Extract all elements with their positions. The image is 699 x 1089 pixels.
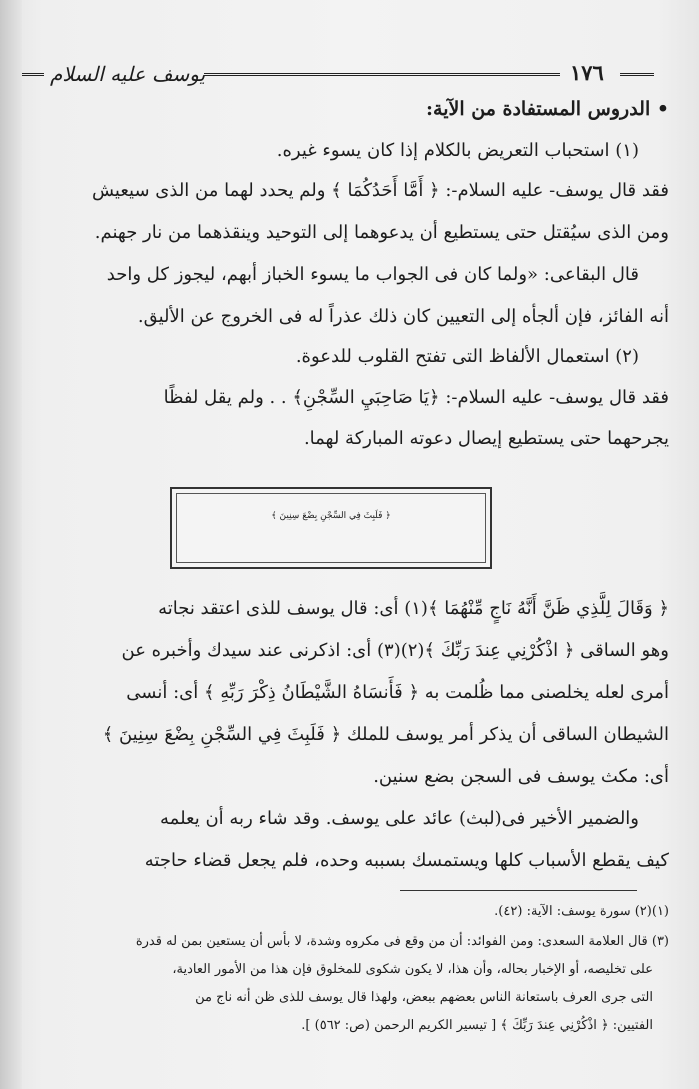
- body-line: (٢) استعمال الألفاظ التى تفتح القلوب للدعوة.: [295, 346, 639, 367]
- body-line: فقد قال يوسف- عليه السلام-: ﴿ أَمَّا أَحَدُكُمَا ﴾ ولم يحدد لهما من الذى سيعيش: [91, 180, 669, 201]
- footnote-separator: [400, 890, 637, 891]
- body-line: أى: مكث يوسف فى السجن بضع سنين.: [373, 766, 669, 787]
- page-spine-shadow: [0, 0, 22, 1089]
- header-rule-right: [620, 73, 654, 76]
- body-line: يجرحهما حتى يستطيع إيصال دعوته المباركة لهما.: [303, 428, 669, 449]
- body-line: وهو الساقى ﴿ اذْكُرْنِي عِندَ رَبِّكَ ﴾(٢)(٣) أى: اذكرنى عند سيدك وأخبره عن: [121, 640, 669, 661]
- verse-box: [170, 487, 492, 569]
- body-line: أمرى لعله يخلصنى مما ظُلمت به ﴿ فَأَنسَاهُ الشَّيْطَانُ ذِكْرَ رَبِّهِ ﴾ أى: أنسى: [126, 682, 669, 703]
- body-line: والضمير الأخير فى(لبث) عائد على يوسف. وقد شاء ربه أن يعلمه: [160, 808, 639, 829]
- header-rule-middle: [204, 73, 560, 76]
- footnote-line: (١)(٢) سورة يوسف: الآية: (٤٢).: [494, 904, 669, 919]
- body-line: ومن الذى سيُقتل حتى يستطيع أن يدعوهما إلى التوحيد وينقذهما من نار جهنم.: [94, 222, 669, 243]
- verse-box-inner-border: [176, 493, 486, 563]
- body-line: فقد قال يوسف- عليه السلام-: ﴿يَا صَاحِبَيِ السِّجْنِ﴾ . . ولم يقل لفظًا: [163, 387, 669, 408]
- header-rule-left: [22, 73, 44, 76]
- body-line: قال البقاعى: «ولما كان فى الجواب ما يسوء الخباز أبهم، ليجوز كل واحد: [106, 264, 639, 285]
- body-line: الشيطان الساقى أن يذكر أمر يوسف للملك ﴿ فَلَبِثَ فِي السِّجْنِ بِضْعَ سِنِينَ ﴾: [102, 724, 669, 745]
- verse-box-text: ﴿ فَلَبِثَ فِي السِّجْنِ بِضْعَ سِنِينَ ﴾: [271, 511, 391, 521]
- footnote-line: الفتيين: ﴿ اذْكُرْنِي عِندَ رَبِّكَ ﴾ [ تيسير الكريم الرحمن (ص: ٥٦٢) ].: [301, 1018, 653, 1033]
- body-line: أنه الفائز، فإن ألجأه إلى التعيين كان ذلك عذراً له فى الخروج عن الأليق.: [137, 306, 669, 327]
- body-line: كيف يقطع الأسباب كلها ويستمسك بسببه وحده، فلم يجعل قضاء حاجته: [144, 850, 669, 871]
- body-line: ﴿ وَقَالَ لِلَّذِي ظَنَّ أَنَّهُ نَاجٍ مِّنْهُمَا ﴾(١) أى: قال يوسف للذى اعتقد نجاته: [158, 598, 669, 619]
- page-header: [22, 60, 674, 90]
- footnote-line: التى جرى العرف باستعانة الناس بعضهم ببعض، ولهذا قال يوسف للذى ظن أنه ناج من: [195, 990, 653, 1005]
- page-number: ١٧٦: [570, 60, 604, 85]
- footnote-line: على تخليصه، أو الإخبار بحاله، وأن هذا، لا يكون شكوى للمخلوق فإن هذا من الأمور العادية،: [172, 962, 653, 977]
- running-title: يوسف عليه السلام: [50, 62, 206, 86]
- footnote-line: (٣) قال العلامة السعدى: ومن الفوائد: أن من وقع فى مكروه وشدة، لا بأس أن يستعين بمن له قدرة: [135, 934, 669, 949]
- body-line: (١) استحباب التعريض بالكلام إذا كان يسوء غيره.: [276, 140, 639, 161]
- section-heading: • الدروس المستفادة من الآية:: [426, 98, 669, 120]
